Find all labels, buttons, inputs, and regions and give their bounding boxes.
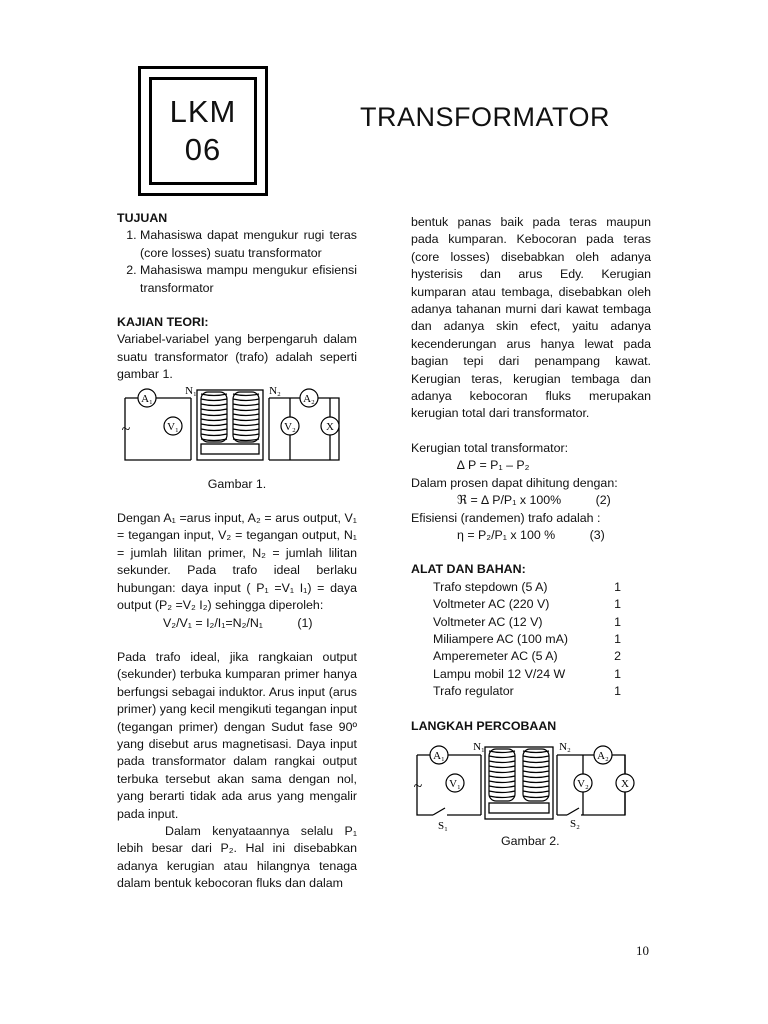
list-item: Lampu mobil 12 V/24 W 1: [433, 666, 621, 681]
figure-1-circuit: [117, 386, 357, 468]
efficiency-label: Efisiensi (randemen) trafo adalah :: [411, 510, 601, 525]
a1-label: A₁: [141, 392, 153, 405]
list-item: Trafo stepdown (5 A) 1: [433, 579, 621, 594]
equation-1: V₂/V₁ = I₂/I₁=N₂/N₁ (1): [163, 615, 313, 630]
kajian-paragraph-2: Pada trafo ideal, jika rangkaian output (sekunder) terbuka kumparan primer hanya berfungsi sebagai induktor. Arus input (arus primer) yang kecil mengikuti tegangan input (tegangan primer) dengan Sudut fase 90º yang disebut arus magnetisasi. Daya input pada transformator dalam rangkai output terbuka tersebut akan sama dengan nol, yang berarti tidak ada arus yang mengalir pada input.: [117, 649, 357, 821]
a2-label: A₂: [303, 392, 315, 405]
loss-equation: ∆ P = P₁ – P₂: [457, 458, 530, 473]
kajian-paragraph-4: bentuk panas baik pada teras maupun pada kumparan. Kebocoran pada teras (core losses) disebabkan oleh adanya hysterisis dan arus Edy. Kerugian kumparan atau tembaga, disebabkan oleh adanya tahanan murni dari kawat tembaga dan adanya skin efect, yaitu adanya kecenderungan arus hanya lewat pada bagian tepi dari penampang kawat. Kerugian teras, kerugian tembaga dan adanya kebocoran fluks merupakan kerugian total dari transformator.: [411, 215, 651, 421]
equation-2: ℜ = ∆ P/P₁ x 100% (2): [457, 493, 611, 508]
a2-label: A₂: [597, 749, 609, 762]
kajian-heading: KAJIAN TEORI:: [117, 315, 209, 330]
n1-label: N₁: [473, 740, 485, 753]
n2-label: N₂: [269, 385, 281, 397]
lkm-label: [149, 77, 257, 185]
ac-source-symbol: ~: [413, 777, 423, 795]
lkm-box: [138, 66, 268, 196]
page-title: TRANSFORMATOR: [360, 102, 611, 132]
equation-3: η = P₂/P₁ x 100 % (3): [457, 527, 605, 542]
s2-label: S₂: [570, 817, 580, 830]
kajian-paragraph-3: Dalam kenyataannya selalu P₁ lebih besar dari P₂. Hal ini disebabkan adanya kerugian atau hilangnya tenaga dalam bentuk kebocoran fluks dan dalam: [117, 823, 357, 891]
alat-list: [411, 579, 651, 701]
figure-1-caption: Gambar 1.: [207, 476, 267, 491]
tujuan-heading: TUJUAN: [117, 211, 168, 225]
n2-label: N₂: [559, 740, 571, 753]
v2-label: V₂: [577, 777, 589, 790]
v1-label: V₁: [167, 420, 179, 433]
x-label: X: [326, 420, 334, 433]
ac-source-symbol: ~: [121, 420, 131, 438]
percent-label: Dalam prosen dapat dihitung dengan:: [411, 475, 618, 490]
list-item: Voltmeter AC (12 V) 1: [433, 614, 621, 629]
a1-label: A₁: [433, 749, 445, 762]
v1-label: V₁: [449, 777, 461, 790]
alat-heading: ALAT DAN BAHAN:: [411, 562, 526, 577]
x-label: X: [621, 777, 629, 790]
list-item: Amperemeter AC (5 A) 2: [433, 649, 621, 664]
tujuan-item: 1. Mahasiswa dapat mengukur rugi teras (core losses) suatu transformator: [140, 227, 357, 262]
list-item: Voltmeter AC (220 V) 1: [433, 597, 621, 612]
v2-label: V₂: [284, 420, 296, 433]
lkm-label-line2: 06: [184, 132, 222, 167]
loss-label: Kerugian total transformator:: [411, 440, 569, 455]
figure-2-circuit: [411, 741, 641, 833]
lkm-label-line1: LKM: [169, 94, 237, 129]
figure-2-caption: Gambar 2.: [501, 833, 560, 848]
tujuan-item: 2. Mahasiswa mampu mengukur efisiensi transformator: [140, 262, 357, 297]
s1-label: S₁: [438, 819, 448, 832]
langkah-heading: LANGKAH PERCOBAAN: [411, 718, 557, 733]
list-item: Miliampere AC (100 mA) 1: [433, 631, 621, 646]
list-item: Trafo regulator 1: [433, 684, 621, 699]
left-column: [117, 210, 357, 893]
page-number: 10: [636, 943, 649, 958]
kajian-intro: Variabel-variabel yang berpengaruh dalam suatu transformator (trafo) adalah seperti gambar 1.: [117, 332, 357, 382]
kajian-paragraph-1: Dengan A₁ =arus input, A₂ = arus output, V₁ = tegangan input, V₂ = tegangan output, N₁ = jumlah lilitan primer, N₂ = jumlah lilitan sekunder. Pada trafo ideal berlaku hubungan: daya input ( P₁ =V₁ I₁) = daya output (P₂ =V₂ I₂) sehingga diperoleh:: [117, 511, 357, 613]
tujuan-list: [117, 227, 357, 297]
right-column: [411, 214, 651, 850]
n1-label: N₁: [185, 385, 197, 397]
